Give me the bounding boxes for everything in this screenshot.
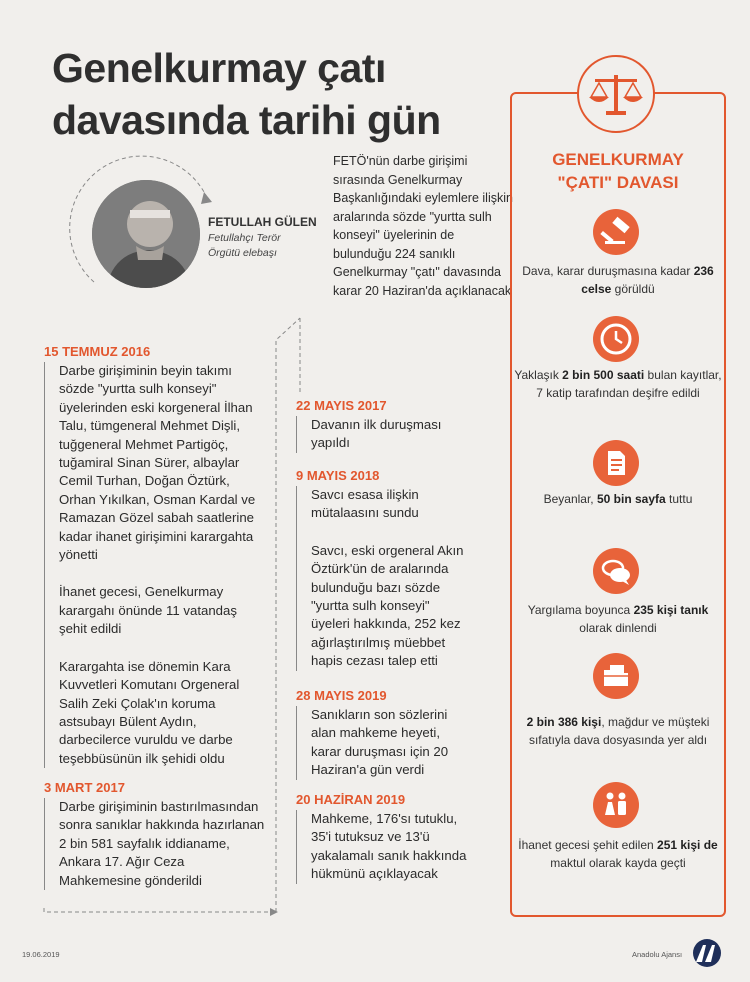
timeline-entry [296,792,472,884]
stat-text: Beyanlar, 50 bin sayfa tuttu [543,492,693,506]
timeline-date: 22 MAYIS 2017 [296,398,387,413]
person-silhouette-icon [92,180,200,288]
event-paragraph: Davanın ilk duruşması yapıldı [311,417,442,451]
gavel-icon [593,209,639,255]
person-role: Fetullahçı Terör Örgütü elebaşı [208,232,281,259]
stat-text: 2 bin 386 kişi, mağdur ve müşteki sıfatıyla dava dosyasında yer aldı [526,715,710,747]
person-name: FETULLAH GÜLEN [208,215,317,229]
footer-agency: Anadolu Ajansı [632,950,683,959]
event-paragraph: Mahkeme, 176'sı tutuklu, 35'i tutuksuz ve 13'ü yakalamalı sanık hakkında hükmünü açıklayacak [311,811,467,882]
timeline-date: 3 MART 2017 [44,780,125,795]
aa-logo-icon [690,938,724,968]
event-paragraph: Savcı esasa ilişkin mütalaasını sundu [311,487,419,521]
dashed-arrow-head [270,908,278,916]
portrait-photo [92,180,200,288]
timeline-entry [44,780,266,890]
event-paragraph: Darbe girişiminin bastırılmasından sonra sanıklar hakkında hazırlanan 2 bin 581 sayfalık iddianame, Ankara 17. Ağır Ceza Mahkemesine gönderildi [59,799,265,888]
panel-title [512,148,724,194]
stat-text: Yargılama boyunca 235 kişi tanık olarak dinlendi [527,603,709,635]
arc-arrow-head [201,192,212,204]
event-paragraph: Savcı, eski orgeneral Akın Öztürk'ün de aralarında bulunduğu bazı sözde "yurtta sulh konseyi" üyeleri hakkında, 252 kez ağırlaştırılmış müebbet hapis cezası talep etti [311,542,464,669]
footer-date: 19.06.2019 [22,950,60,959]
panel-scale-badge [577,55,655,133]
dashed-link-bottom [44,908,276,912]
page-title: Genelkurmay çatı davasında tarihi gün [52,45,441,143]
stat-text: İhanet gecesi şehit edilen 251 kişi de maktul olarak kayda geçti [518,838,718,870]
stat-text: Yaklaşık 2 bin 500 saati bulan kayıtlar, 7 katip tarafından deşifre edildi [514,368,722,400]
timeline-event [296,810,472,884]
timeline-event [44,798,266,890]
timeline-date: 28 MAYIS 2019 [296,688,387,703]
timeline-entry [44,344,266,768]
clock-icon [593,316,639,362]
timeline-entry [296,398,472,453]
panel-title-line2: "ÇATI" DAVASI [557,173,679,192]
timeline-event [296,486,472,671]
speech-bubbles-icon [593,548,639,594]
intro-text: FETÖ'nün darbe girişimi sırasında Genelkurmay Başkanlığındaki eylemlere ilişkin aralarında sözde "yurtta sulh konseyi" üyelerinin de bulunduğu 224 sanıklı Genelkurmay "çatı" davasında karar 20 Haziran'da açıklanacak [333,154,513,298]
stat-text: Dava, karar duruşmasına kadar 236 celse görüldü [522,264,714,296]
timeline-entry [296,688,472,780]
event-paragraph: Karargahta ise dönemin Kara Kuvvetleri Komutanı Orgeneral Salih Zeki Çolak'ın koruma astsubayı Bülent Aydın, darbecilerce vuruldu ve darbe teşebbüsünün ilk şehidi oldu [59,658,240,766]
event-paragraph: İhanet gecesi, Genelkurmay karargahı önünde 11 vatandaş şehit edildi [59,584,237,637]
event-paragraph: Sanıkların son sözlerini alan mahkeme heyeti, karar duruşması için 20 Haziran'a gün verdi [311,707,449,778]
agency-logo [690,938,724,968]
timeline-date: 15 TEMMUZ 2016 [44,344,151,359]
timeline-event [296,416,472,453]
event-paragraph: Darbe girişiminin beyin takımı sözde "yurtta sulh konseyi" üyelerinden eski korgeneral İlhan Talu, tümgeneral Mehmet Dişli, tuğgeneral Mehmet Partigöç, tuğamiral Sinan Sürer, albaylar Cemil Turhan, Doğan Öztürk, Orhan Yıkılkan, Osman Kardal ve Ramazan Gözel sabah saatlerine kadar ihanet girişimini karargahta yönetti [59,363,256,563]
timeline-event [44,362,266,768]
timeline-date: 20 HAZİRAN 2019 [296,792,406,807]
people-icon [593,782,639,828]
timeline-date: 9 MAYIS 2018 [296,468,380,483]
folder-icon [593,653,639,699]
document-icon [593,440,639,486]
timeline-entry [296,468,472,671]
panel-title-line1: GENELKURMAY [552,150,684,169]
scales-of-justice-icon [579,57,653,131]
timeline-event [296,706,472,780]
